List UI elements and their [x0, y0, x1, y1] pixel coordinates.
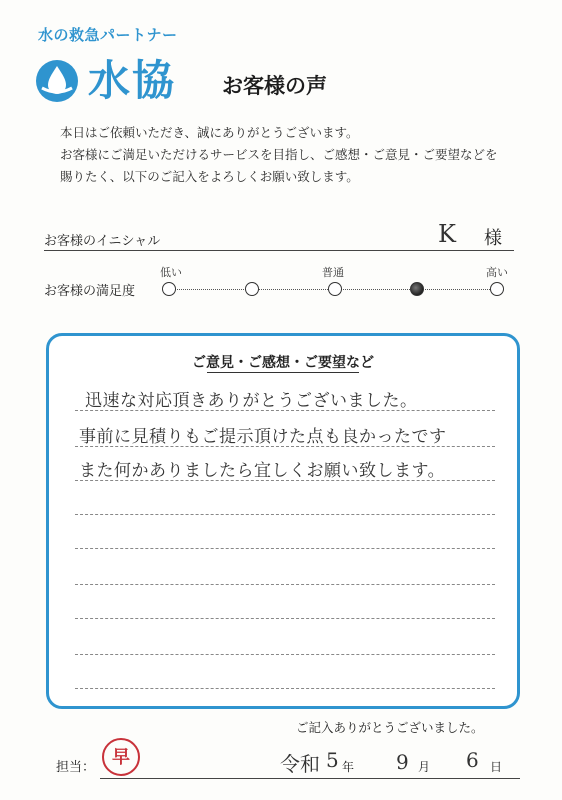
comments-title-underline: [207, 372, 359, 373]
scale-low-label: 低い: [160, 266, 182, 279]
satisfaction-option-5[interactable]: [490, 282, 504, 296]
intro-line: 本日はご依頼いただき、誠にありがとうございます。: [60, 125, 359, 140]
tagline: 水の救急パートナー: [38, 26, 178, 44]
comment-rule: [75, 548, 495, 549]
date-month[interactable]: 9: [396, 750, 409, 774]
comment-rule: [75, 618, 495, 619]
comment-rule: [75, 480, 495, 481]
comment-rule: [75, 446, 495, 447]
day-label: 日: [490, 760, 503, 774]
staff-label: 担当：: [56, 760, 96, 775]
satisfaction-option-4[interactable]: [410, 282, 424, 296]
date-day[interactable]: 6: [466, 748, 479, 772]
comment-rule: [75, 584, 495, 585]
satisfaction-label: お客様の満足度: [44, 284, 136, 299]
thanks-text: ご記入ありがとうございました。: [296, 720, 484, 735]
initial-value[interactable]: K: [438, 220, 456, 248]
month-label: 月: [418, 760, 431, 774]
initial-label: お客様のイニシャル: [44, 234, 161, 249]
logo-text: 水協: [88, 56, 177, 105]
scale-mid-label: 普通: [322, 266, 344, 279]
comment-rule: [75, 514, 495, 515]
comment-rule: [75, 688, 495, 689]
staff-stamp: 早: [102, 738, 140, 776]
comments-title: ご意見・ご感想・ご要望など: [192, 355, 374, 371]
intro-line: 賜りたく、以下のご記入をよろしくお願い致します。: [60, 169, 359, 184]
water-drop-logo-icon: [34, 58, 80, 104]
initial-underline: [44, 250, 514, 251]
initial-suffix: 様: [484, 228, 502, 249]
intro-text: [60, 122, 530, 188]
comments-box: [46, 333, 520, 709]
page-title: お客様の声: [222, 74, 327, 98]
comment-line-1[interactable]: 迅速な対応頂きありがとうございました。: [85, 391, 418, 411]
satisfaction-option-2[interactable]: [245, 282, 259, 296]
satisfaction-option-1[interactable]: [162, 282, 176, 296]
scale-high-label: 高い: [486, 266, 508, 279]
year-label: 年: [342, 760, 355, 774]
comment-line-3[interactable]: また何かありましたら宜しくお願い致します。: [79, 461, 446, 481]
date-year[interactable]: 5: [326, 748, 339, 772]
satisfaction-option-3[interactable]: [328, 282, 342, 296]
comment-rule: [75, 410, 495, 411]
comment-line-2[interactable]: 事前に見積りもご提示頂けた点も良かったです: [79, 427, 447, 447]
date-era[interactable]: 令和: [280, 752, 320, 776]
comment-rule: [75, 654, 495, 655]
intro-line: お客様にご満足いただけるサービスを目指し、ご感想・ご意見・ご要望などを: [60, 147, 498, 162]
date-underline: [100, 778, 520, 779]
